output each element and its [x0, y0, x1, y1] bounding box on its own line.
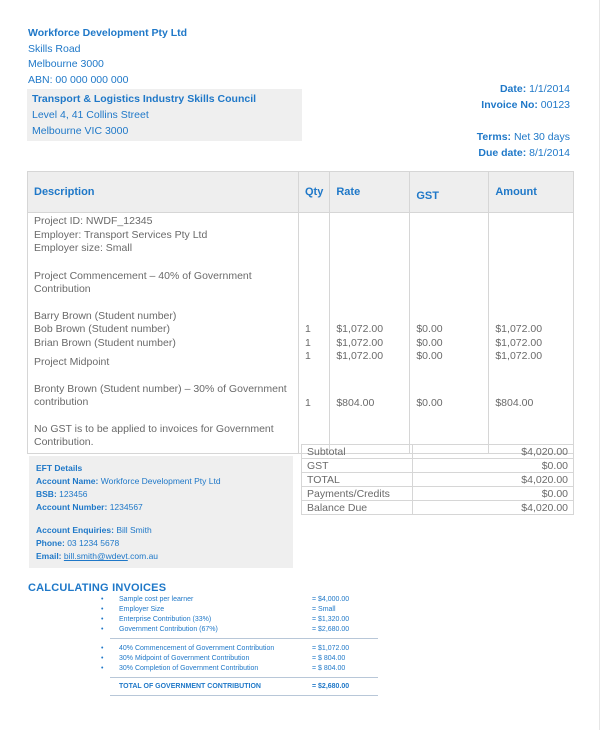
bsb-label: BSB:	[36, 489, 57, 499]
calc-item-name: 30% Midpoint of Government Contribution	[119, 655, 250, 662]
email-link[interactable]: bill.smith@wdevt	[63, 551, 128, 561]
rate-value: $804.00	[336, 396, 375, 409]
project-line: Employer size: Small	[34, 242, 133, 254]
subtotal-label: Subtotal	[302, 445, 413, 459]
balance-due-label: Balance Due	[302, 501, 413, 515]
account-number-row	[36, 501, 293, 514]
calc-item-value: = $4,000.00	[312, 596, 350, 603]
bullet-icon: •	[101, 606, 104, 613]
rate-cell	[330, 213, 410, 454]
qty-value: 1	[305, 336, 311, 349]
calc-item-name: Government Contribution (67%)	[119, 626, 218, 633]
bill-to-line: Melbourne VIC 3000	[32, 125, 129, 137]
bullet-icon: •	[101, 626, 104, 633]
bsb-row	[36, 488, 293, 501]
commencement-line: Project Commencement – 40% of Government	[34, 269, 252, 282]
divider	[110, 677, 378, 678]
rate-value: $1,072.00	[336, 350, 384, 362]
total-label: TOTAL	[302, 473, 413, 487]
line-items-table	[27, 171, 574, 454]
payments-value: $0.00	[413, 487, 574, 501]
enquiries-label: Account Enquiries:	[36, 525, 114, 535]
gst-value: $0.00	[416, 350, 443, 362]
gst-cell	[410, 213, 489, 454]
amount-cell	[489, 213, 574, 454]
amount-value: $1,072.00	[495, 350, 543, 362]
date-value: 1/1/2014	[529, 83, 570, 95]
subtotal-value: $4,020.00	[413, 445, 574, 459]
sender-line: ABN: 00 000 000 000	[28, 73, 129, 86]
bronty-line: contribution	[34, 396, 89, 408]
calculating-invoices-title: CALCULATING INVOICES	[28, 582, 167, 594]
bullet-icon: •	[101, 596, 104, 603]
email-domain: .com.au	[127, 551, 159, 561]
bill-to-org: Transport & Logistics Industry Skills Council	[32, 93, 257, 105]
student-line: Brian Brown (Student number)	[34, 336, 176, 349]
totals-row	[302, 487, 574, 501]
header-rate: Rate	[330, 172, 410, 213]
sender-line: Melbourne 3000	[28, 58, 104, 70]
sender-block	[28, 26, 187, 88]
terms-row	[477, 129, 570, 145]
totals-table	[301, 444, 574, 515]
enquiries-value: Bill Smith	[116, 525, 152, 535]
header-amount: Amount	[489, 172, 574, 213]
project-line: Project ID: NWDF_12345	[34, 215, 153, 227]
gst-value: $0.00	[416, 323, 443, 335]
phone-value: 03 1234 5678	[67, 538, 120, 548]
due-date-label: Due date:	[478, 147, 527, 159]
terms-value: Net 30 days	[513, 131, 570, 143]
header-gst: GST	[410, 172, 489, 213]
header-qty: Qty	[299, 172, 330, 213]
amount-value: $804.00	[495, 396, 534, 409]
table-row	[28, 213, 574, 454]
gst-note-line: No GST is to be applied to invoices for Government	[34, 422, 274, 435]
account-number-label: Account Number:	[36, 502, 108, 512]
totals-row	[302, 445, 574, 459]
balance-due-value: $4,020.00	[413, 501, 574, 515]
eft-title: EFT Details	[36, 463, 83, 473]
totals-row	[302, 459, 574, 473]
phone-row	[36, 537, 293, 550]
calc-item-name: 30% Completion of Government Contribution	[119, 665, 259, 672]
phone-label: Phone:	[36, 538, 65, 548]
calc-item-value: = $ 804.00	[312, 655, 346, 662]
enquiries-row	[36, 524, 293, 537]
amount-value: $1,072.00	[495, 336, 543, 349]
totals-row	[302, 473, 574, 487]
sender-company: Workforce Development Pty Ltd	[28, 27, 188, 39]
account-name-label: Account Name:	[36, 476, 99, 486]
rate-value: $1,072.00	[336, 336, 384, 349]
date-label: Date:	[499, 83, 527, 95]
gst-value: $0.00	[416, 336, 443, 349]
rate-value: $1,072.00	[336, 323, 384, 335]
calc-item-name: Employer Size	[119, 606, 165, 613]
calc-total-value: = $2,680.00	[312, 683, 350, 690]
amount-value: $1,072.00	[495, 323, 543, 335]
calc-total-name: TOTAL OF GOVERNMENT CONTRIBUTION	[119, 683, 261, 690]
gst-total-value: $0.00	[413, 459, 574, 473]
due-date-row	[477, 145, 570, 161]
midpoint-line: Project Midpoint	[34, 356, 110, 368]
bullet-icon: •	[101, 616, 104, 623]
due-date-value: 8/1/2014	[529, 147, 570, 159]
qty-value: 1	[305, 350, 311, 362]
account-name-row	[36, 475, 293, 488]
calc-item-value: = $2,680.00	[312, 626, 350, 633]
account-number-value: 1234567	[109, 502, 143, 512]
student-line: Bob Brown (Student number)	[34, 323, 170, 335]
bill-to-line: Level 4, 41 Collins Street	[32, 109, 149, 121]
bsb-value: 123456	[59, 489, 88, 499]
project-line: Employer: Transport Services Pty Ltd	[34, 228, 208, 241]
invoice-meta	[477, 81, 570, 161]
total-value: $4,020.00	[413, 473, 574, 487]
bill-to-block	[27, 89, 302, 141]
eft-details-box	[29, 456, 293, 568]
calc-item-value: = $1,320.00	[312, 616, 350, 623]
calc-item-name: 40% Commencement of Government Contribution	[119, 645, 275, 652]
qty-cell	[299, 213, 330, 454]
calc-item-value: = Small	[312, 606, 336, 613]
commencement-line: Contribution	[34, 283, 91, 295]
totals-row	[302, 501, 574, 515]
invoice-no-label: Invoice No:	[481, 99, 538, 111]
qty-value: 1	[305, 396, 311, 409]
description-cell	[28, 213, 299, 454]
calc-item-value: = $ 804.00	[312, 665, 346, 672]
account-name-value: Workforce Development Pty Ltd	[100, 476, 221, 486]
bullet-icon: •	[101, 645, 104, 652]
student-line: Barry Brown (Student number)	[34, 309, 177, 322]
date-row	[477, 81, 570, 97]
email-label: Email:	[36, 551, 62, 561]
qty-value: 1	[305, 323, 311, 335]
calc-item-name: Enterprise Contribution (33%)	[119, 616, 212, 623]
email-row	[36, 550, 293, 563]
bullet-icon: •	[101, 665, 104, 672]
header-description: Description	[28, 172, 299, 213]
gst-note-line: Contribution.	[34, 436, 94, 448]
gst-total-label: GST	[302, 459, 413, 473]
gst-value: $0.00	[416, 396, 443, 409]
invoice-no-value: 00123	[540, 99, 570, 111]
calc-item-value: = $1,072.00	[312, 645, 350, 652]
divider	[110, 695, 378, 696]
terms-label: Terms:	[476, 131, 512, 143]
bullet-icon: •	[101, 655, 104, 662]
payments-label: Payments/Credits	[302, 487, 413, 501]
table-header-row	[28, 172, 574, 213]
invoice-no-row	[477, 97, 570, 113]
bronty-line: Bronty Brown (Student number) – 30% of Government	[34, 382, 287, 395]
divider	[110, 638, 378, 639]
calc-item-name: Sample cost per learner	[119, 596, 194, 603]
sender-line: Skills Road	[28, 42, 81, 55]
